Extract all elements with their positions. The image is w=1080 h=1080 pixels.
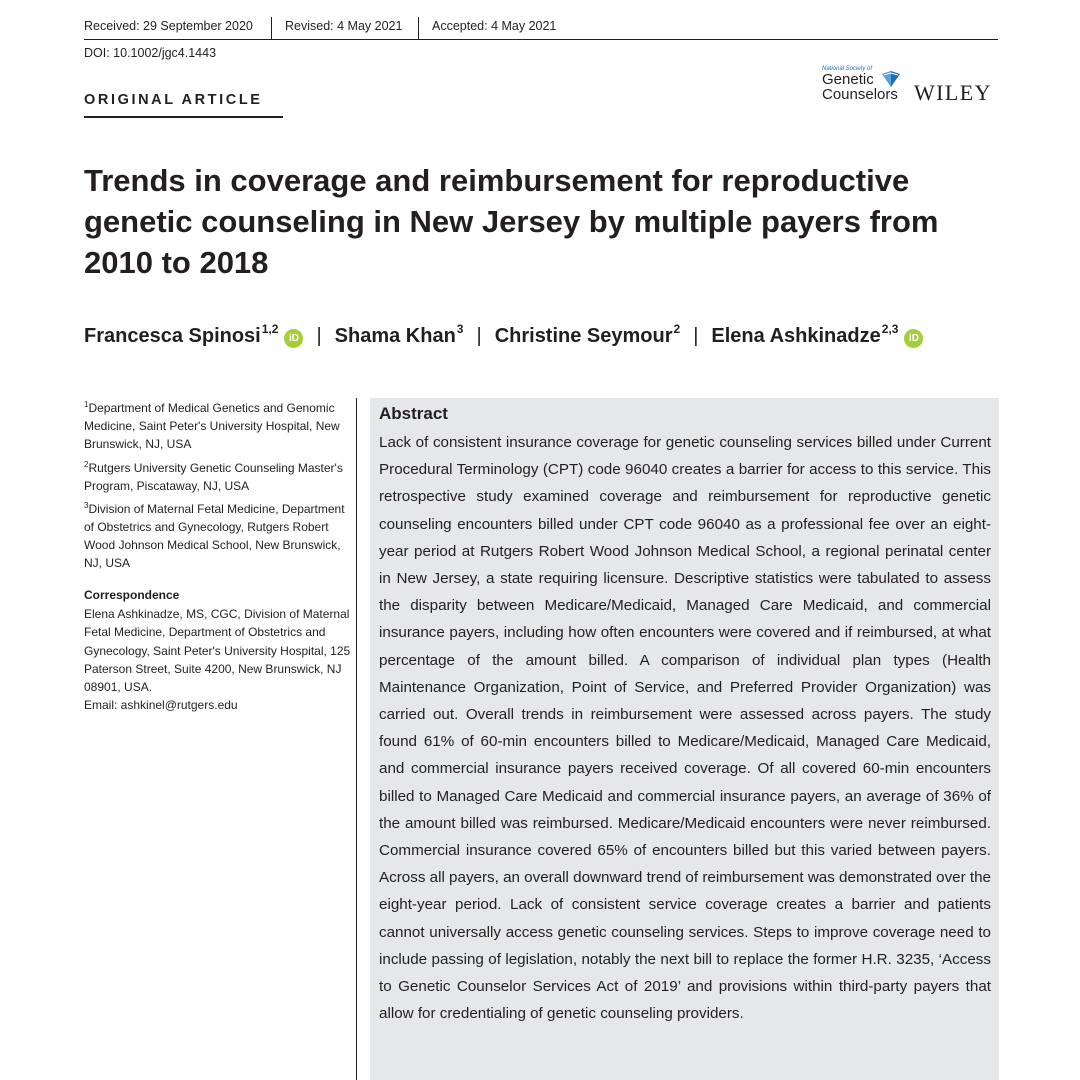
correspondence-email[interactable]: Email: ashkinel@rutgers.edu: [84, 698, 238, 713]
wiley-logo: WILEY: [914, 80, 992, 105]
author-list: [84, 322, 923, 348]
author[interactable]: [494, 322, 681, 347]
nsgc-logo: [820, 66, 910, 106]
correspondence-heading: Correspondence: [84, 588, 180, 602]
article-title: Trends in coverage and reimbursement for reproductive genetic counseling in New Jersey by multiple payers from 2010 to 2018: [84, 163, 939, 280]
article-history: [84, 17, 998, 40]
affiliation-number: 3: [84, 501, 89, 510]
article-type-underline: [84, 116, 283, 118]
abstract-text: Lack of consistent insurance coverage for genetic counseling services billed under Current Procedural Terminology (CPT) code 96040 creates a barrier for access to this service. This retrospective study examined coverage and reimbursement for reproductive genetic counseling encounters billed under CPT code 96040 as a professional fee over an eight-year period at Rutgers Robert Wood Johnson Medical School, a regional perinatal center in New Jersey, a state requiring licensure. Descriptive statistics were tabulated to assess the disparity between Medicare/Medicaid, Managed Care Medicaid, and commercial insurance payers, including how often encounters were covered and if reimbursed, at what percentage of the amount billed. A comparison of individual plan types (Health Maintenance Organization, Point of Service, and Preferred Provider Organization) was carried out. Overall trends in reimbursement were assessed across payers. The study found 61% of 60-min encounters billed to Medicare/Medicaid, Managed Care Medicaid, and commercial insurance payers received coverage. Of all covered 60-min encounters billed to Managed Care Medicaid and commercial insurance payers, an average of 36% of the amount billed was reimbursed. Medicare/Medicaid encounters were never reimbursed. Commercial insurance covered 65% of encounters billed but this varied between payers. Across all payers, an overall downward trend of reimbursement was demonstrated over the eight-year period. Lack of consistent service coverage creates a barrier and patients cannot universally access genetic counseling services. Steps to improve coverage need to include passing of legislation, notably the next bill to replace the former H.R. 3235, ‘Access to Genetic Counselor Services Act of 2019’ and provisions within third-party payers that allow for credentialing of genetic counseling providers.: [379, 434, 992, 1023]
author-separator: |: [316, 325, 322, 347]
article-type: ORIGINAL ARTICLE: [84, 92, 263, 108]
author-separator: |: [693, 325, 699, 347]
affiliation-number: 2: [84, 460, 89, 469]
affiliation: [84, 456, 346, 495]
dna-diamond-icon: [880, 70, 902, 88]
affiliation: [84, 396, 346, 453]
correspondence-body: [84, 605, 352, 715]
received-date: Received: 29 September 2020: [84, 19, 253, 33]
author-name: Shama Khan: [334, 325, 456, 347]
affiliation-text: Department of Medical Genetics and Genomic Medicine, Saint Peter's University Hospital, New Brunswick, NJ, USA: [84, 401, 340, 451]
author-name: Elena Ashkinadze: [711, 325, 881, 347]
meta-divider: [271, 17, 272, 39]
author-affiliation-numbers: 2: [673, 322, 681, 336]
author[interactable]: [334, 322, 464, 347]
column-divider: [356, 398, 357, 1080]
orcid-icon[interactable]: iD: [284, 329, 303, 348]
meta-divider: [418, 17, 419, 39]
author-separator: |: [476, 325, 482, 347]
affiliation-text: Rutgers University Genetic Counseling Master's Program, Piscataway, NJ, USA: [84, 461, 343, 493]
affiliation: [84, 497, 346, 572]
author-affiliation-numbers: 2,3: [881, 322, 899, 336]
affiliation-text: Division of Maternal Fetal Medicine, Department of Obstetrics and Gynecology, Rutgers Robert Wood Johnson Medical School, New Brunswick, NJ, USA: [84, 502, 345, 570]
author-name: Christine Seymour: [494, 325, 673, 347]
nsgc-line-2: Counselors: [822, 86, 898, 103]
author[interactable]: [711, 322, 923, 347]
abstract-heading: Abstract: [379, 404, 448, 423]
author-name: Francesca Spinosi: [84, 325, 261, 347]
nsgc-line-1: Genetic: [822, 71, 874, 88]
doi[interactable]: DOI: 10.1002/jgc4.1443: [84, 46, 217, 60]
author-affiliation-numbers: 1,2: [261, 322, 279, 336]
correspondence-address: Elena Ashkinadze, MS, CGC, Division of Maternal Fetal Medicine, Department of Obstetrics and Gynecology, Saint Peter's University Hospital, 125 Paterson Street, Suite 4200, New Brunswick, NJ 08901, USA.: [84, 607, 351, 695]
author[interactable]: [84, 322, 303, 347]
affiliation-number: 1: [84, 400, 89, 409]
nsgc-small-text: National Society of: [822, 66, 873, 72]
accepted-date: Accepted: 4 May 2021: [432, 19, 557, 33]
orcid-icon[interactable]: iD: [904, 329, 923, 348]
revised-date: Revised: 4 May 2021: [285, 19, 403, 33]
author-affiliation-numbers: 3: [456, 322, 464, 336]
